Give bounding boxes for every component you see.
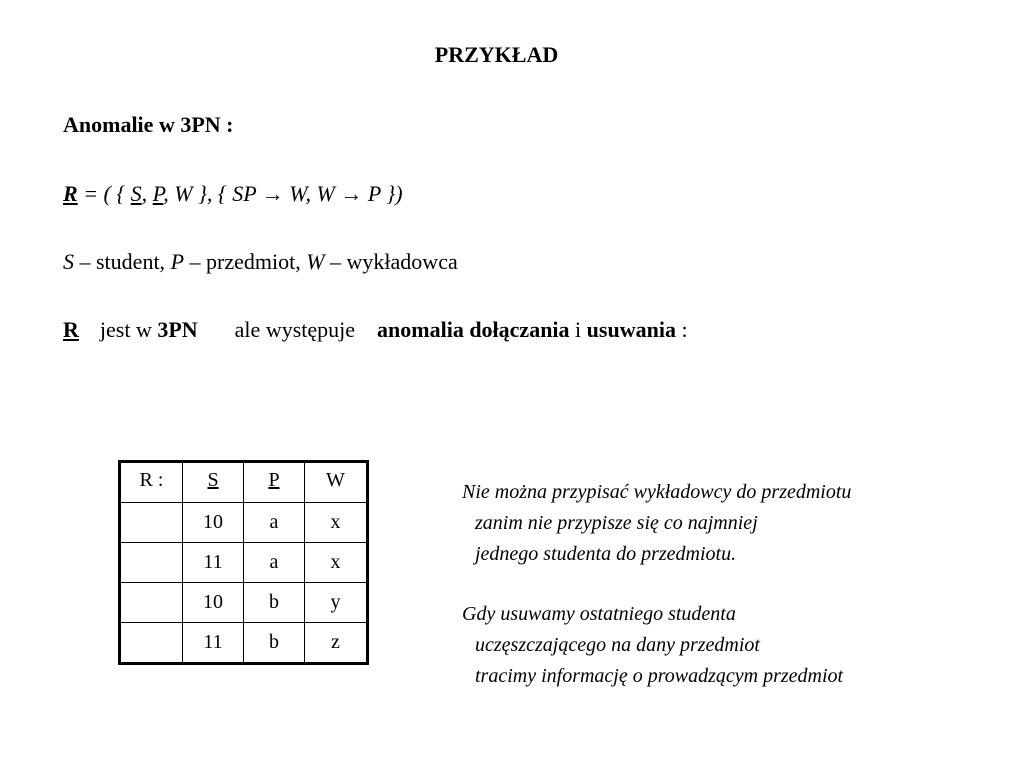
table-cell: b [244, 583, 305, 623]
table-cell-empty [120, 623, 183, 664]
statement-relation-name: R [63, 317, 79, 342]
schema-relation-name: R [63, 181, 78, 206]
table-row [120, 543, 368, 583]
relation-table [118, 460, 369, 665]
note-line: tracimy informację o prowadzącym przedmiot [475, 665, 844, 687]
statement-anomaly-delete: usuwania [586, 317, 676, 342]
anomalie-heading: Anomalie w 3PN : [63, 112, 234, 137]
delete-anomaly-note [462, 599, 843, 692]
note-line: zanim nie przypisze się co najmniej [475, 512, 758, 534]
table-row [120, 503, 368, 543]
table-header-p: P [244, 462, 305, 503]
statement-and: i [569, 317, 587, 342]
table-label: R : [120, 462, 183, 503]
legend-w-symbol: W [306, 249, 325, 274]
page-title: PRZYKŁAD [434, 42, 559, 67]
statement-text-2: ale występuje [234, 317, 356, 342]
schema-key-p: P [152, 181, 164, 206]
legend-w-text: – wykładowca [324, 249, 458, 274]
table-header-w: W [305, 462, 368, 503]
schema-key-s: S [130, 181, 142, 206]
legend-p-symbol: P [170, 249, 185, 274]
insert-anomaly-note [462, 477, 851, 570]
table-cell: 10 [183, 583, 244, 623]
schema-open: = ( { [77, 181, 131, 206]
table-cell: b [244, 623, 305, 664]
table-cell: 10 [183, 503, 244, 543]
table-cell: a [244, 543, 305, 583]
table-header-row [120, 462, 368, 503]
note-line: uczęszczającego na dany przedmiot [475, 634, 760, 656]
relation-schema [63, 181, 403, 207]
attribute-legend [63, 249, 458, 275]
table-cell: y [305, 583, 368, 623]
table-cell-empty [120, 503, 183, 543]
table-cell: x [305, 543, 368, 583]
statement-text-1: jest w [99, 317, 158, 342]
legend-s-text: – student, [74, 249, 171, 274]
statement-colon: : [675, 317, 688, 342]
anomaly-statement [63, 317, 688, 343]
schema-comma: , [141, 181, 153, 206]
statement-anomaly-insert: anomalia dołączania [377, 317, 570, 342]
note-line: Gdy usuwamy ostatniego studenta [462, 603, 736, 625]
table-cell-empty [120, 583, 183, 623]
table-cell: 11 [183, 623, 244, 664]
schema-dependencies: , W }, { SP → W, W → P }) [163, 181, 403, 206]
table-cell: z [305, 623, 368, 664]
table-cell: a [244, 503, 305, 543]
table-cell: x [305, 503, 368, 543]
statement-3pn: 3PN [157, 317, 198, 342]
legend-s-symbol: S [63, 249, 74, 274]
note-line: Nie można przypisać wykładowcy do przedmiotu [462, 481, 852, 503]
table-cell: 11 [183, 543, 244, 583]
legend-p-text: – przedmiot, [184, 249, 307, 274]
table-row [120, 583, 368, 623]
table-cell-empty [120, 543, 183, 583]
table-header-s: S [183, 462, 244, 503]
table-row [120, 623, 368, 664]
note-line: jednego studenta do przedmiotu. [475, 543, 737, 565]
